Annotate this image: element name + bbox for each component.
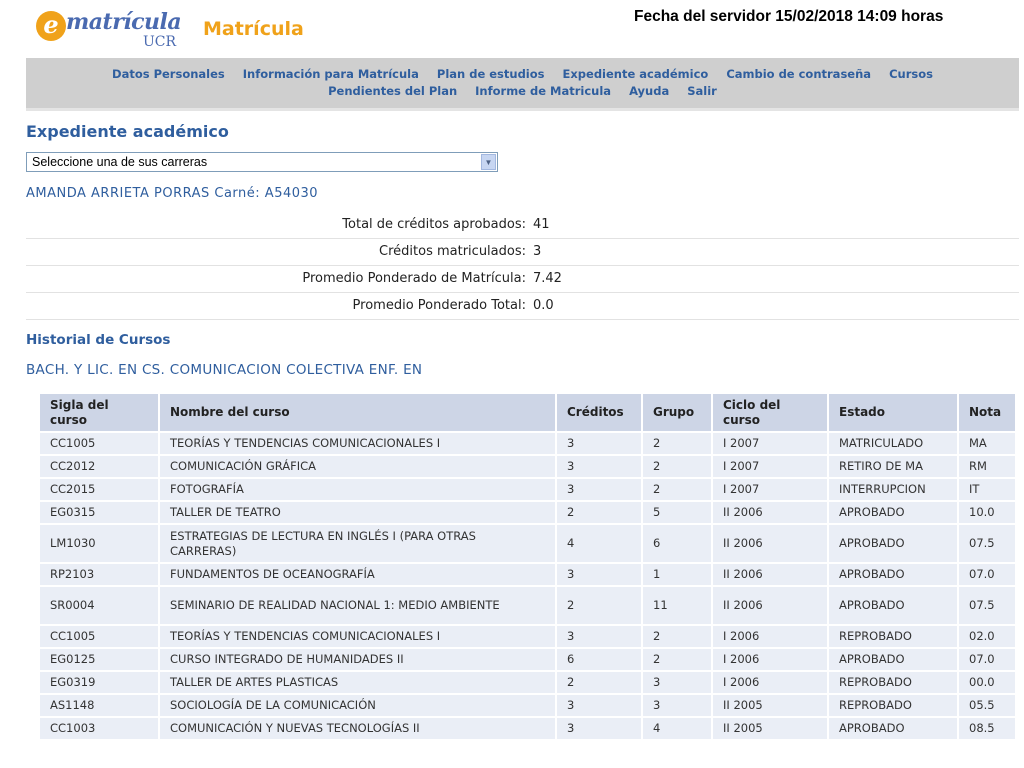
cell-ciclo: II 2006: [713, 587, 827, 624]
nav-cursos[interactable]: Cursos: [889, 67, 933, 81]
cell-grupo: 2: [643, 479, 711, 500]
cell-creditos: 2: [557, 502, 641, 523]
cell-ciclo: I 2007: [713, 433, 827, 454]
cell-grupo: 1: [643, 564, 711, 585]
cell-grupo: 2: [643, 626, 711, 647]
cell-sigla: CC1005: [40, 433, 158, 454]
nav-salir[interactable]: Salir: [687, 84, 717, 98]
summary-row: [26, 293, 1019, 320]
cell-nombre: SOCIOLOGÍA DE LA COMUNICACIÓN: [160, 695, 555, 716]
table-row: [40, 672, 1015, 693]
table-row: [40, 433, 1015, 454]
cell-creditos: 4: [557, 525, 641, 562]
col-creditos: Créditos: [557, 394, 641, 431]
nav-cambio-contrasena[interactable]: Cambio de contraseña: [726, 67, 872, 81]
cell-ciclo: II 2005: [713, 718, 827, 739]
table-row: [40, 525, 1015, 562]
cell-nota: 00.0: [959, 672, 1015, 693]
col-estado: Estado: [829, 394, 957, 431]
col-ciclo: Ciclo del curso: [713, 394, 827, 431]
nav-row-1: [26, 67, 1019, 81]
cell-nombre: FOTOGRAFÍA: [160, 479, 555, 500]
cell-estado: RETIRO DE MA: [829, 456, 957, 477]
cell-creditos: 3: [557, 695, 641, 716]
cell-sigla: AS1148: [40, 695, 158, 716]
cell-nombre: TEORÍAS Y TENDENCIAS COMUNICACIONALES I: [160, 626, 555, 647]
cell-creditos: 6: [557, 649, 641, 670]
cell-nombre: TALLER DE TEATRO: [160, 502, 555, 523]
career-select-value: Seleccione una de sus carreras: [32, 155, 208, 169]
logo-brand: Matrícula: [203, 18, 304, 40]
cell-nota: 07.0: [959, 564, 1015, 585]
cell-estado: APROBADO: [829, 564, 957, 585]
table-row: [40, 695, 1015, 716]
nav-plan-estudios[interactable]: Plan de estudios: [436, 67, 545, 81]
cell-estado: MATRICULADO: [829, 433, 957, 454]
col-sigla: Sigla del curso: [40, 394, 158, 431]
nav-informacion-matricula[interactable]: Información para Matrícula: [242, 67, 419, 81]
nav-informe-matricula[interactable]: Informe de Matricula: [475, 84, 612, 98]
cell-ciclo: II 2006: [713, 525, 827, 562]
student-name-carne: AMANDA ARRIETA PORRAS Carné: A54030: [26, 186, 319, 201]
summary-row: [26, 212, 1019, 239]
cell-nota: 07.5: [959, 587, 1015, 624]
cell-sigla: SR0004: [40, 587, 158, 624]
cell-nota: 08.5: [959, 718, 1015, 739]
summary-label: Total de créditos aprobados:: [342, 217, 526, 232]
cell-estado: REPROBADO: [829, 626, 957, 647]
logo-ucr: UCR: [143, 34, 177, 50]
cell-creditos: 3: [557, 433, 641, 454]
page-title: Expediente académico: [26, 122, 229, 141]
cell-ciclo: I 2006: [713, 672, 827, 693]
cell-sigla: RP2103: [40, 564, 158, 585]
cell-ciclo: I 2007: [713, 456, 827, 477]
table-row: [40, 649, 1015, 670]
chevron-down-icon[interactable]: ▼: [481, 154, 496, 170]
cell-nota: 07.0: [959, 649, 1015, 670]
cell-grupo: 6: [643, 525, 711, 562]
col-nombre: Nombre del curso: [160, 394, 555, 431]
summary-label: Promedio Ponderado de Matrícula:: [302, 271, 526, 286]
table-row: [40, 564, 1015, 585]
nav-pendientes-plan[interactable]: Pendientes del Plan: [328, 84, 458, 98]
cell-creditos: 3: [557, 564, 641, 585]
cell-sigla: EG0125: [40, 649, 158, 670]
cell-nombre: TEORÍAS Y TENDENCIAS COMUNICACIONALES I: [160, 433, 555, 454]
cell-sigla: EG0315: [40, 502, 158, 523]
summary-value: 41: [533, 217, 550, 232]
cell-nombre: ESTRATEGIAS DE LECTURA EN INGLÉS I (PARA OTRAS CARRERAS): [160, 525, 555, 562]
cell-sigla: CC2012: [40, 456, 158, 477]
cell-creditos: 2: [557, 587, 641, 624]
cell-grupo: 2: [643, 649, 711, 670]
cell-nota: IT: [959, 479, 1015, 500]
cell-creditos: 3: [557, 718, 641, 739]
logo-script: matrícula: [66, 9, 182, 35]
cell-ciclo: I 2007: [713, 479, 827, 500]
summary-value: 3: [533, 244, 542, 259]
summary-label: Créditos matriculados:: [379, 244, 526, 259]
server-date: Fecha del servidor 15/02/2018 14:09 horas: [634, 8, 944, 25]
cell-estado: REPROBADO: [829, 672, 957, 693]
cell-ciclo: I 2006: [713, 649, 827, 670]
cell-nota: 02.0: [959, 626, 1015, 647]
courses-table: [38, 392, 1017, 741]
cell-sigla: CC1003: [40, 718, 158, 739]
cell-grupo: 2: [643, 433, 711, 454]
cell-nota: MA: [959, 433, 1015, 454]
summary-panel: [26, 212, 1019, 320]
cell-nombre: COMUNICACIÓN GRÁFICA: [160, 456, 555, 477]
logo-e-icon: e: [36, 11, 66, 41]
table-row: [40, 587, 1015, 624]
summary-row: [26, 239, 1019, 266]
nav-datos-personales[interactable]: Datos Personales: [112, 67, 225, 81]
nav-row-2: [26, 84, 1019, 98]
cell-nota: 05.5: [959, 695, 1015, 716]
nav-expediente-academico[interactable]: Expediente académico: [562, 67, 709, 81]
summary-value: 7.42: [533, 271, 562, 286]
cell-estado: APROBADO: [829, 502, 957, 523]
cell-grupo: 2: [643, 456, 711, 477]
cell-nombre: COMUNICACIÓN Y NUEVAS TECNOLOGÍAS II: [160, 718, 555, 739]
cell-grupo: 3: [643, 672, 711, 693]
cell-estado: APROBADO: [829, 525, 957, 562]
cell-nota: RM: [959, 456, 1015, 477]
cell-grupo: 3: [643, 695, 711, 716]
cell-estado: INTERRUPCION: [829, 479, 957, 500]
history-title: Historial de Cursos: [26, 332, 171, 348]
cell-creditos: 3: [557, 456, 641, 477]
cell-sigla: CC2015: [40, 479, 158, 500]
cell-nombre: CURSO INTEGRADO DE HUMANIDADES II: [160, 649, 555, 670]
cell-nombre: TALLER DE ARTES PLASTICAS: [160, 672, 555, 693]
cell-ciclo: I 2006: [713, 626, 827, 647]
cell-nota: 07.5: [959, 525, 1015, 562]
cell-estado: REPROBADO: [829, 695, 957, 716]
main-nav: [26, 58, 1019, 111]
cell-creditos: 2: [557, 672, 641, 693]
cell-grupo: 4: [643, 718, 711, 739]
cell-ciclo: II 2006: [713, 564, 827, 585]
table-row: [40, 479, 1015, 500]
cell-sigla: LM1030: [40, 525, 158, 562]
summary-label: Promedio Ponderado Total:: [352, 298, 526, 313]
table-row: [40, 718, 1015, 739]
table-row: [40, 456, 1015, 477]
summary-row: [26, 266, 1019, 293]
cell-grupo: 11: [643, 587, 711, 624]
table-row: [40, 502, 1015, 523]
table-header-row: [40, 394, 1015, 431]
col-nota: Nota: [959, 394, 1015, 431]
cell-nombre: SEMINARIO DE REALIDAD NACIONAL 1: MEDIO AMBIENTE: [160, 587, 555, 624]
summary-value: 0.0: [533, 298, 554, 313]
cell-nombre: FUNDAMENTOS DE OCEANOGRAFÍA: [160, 564, 555, 585]
cell-ciclo: II 2006: [713, 502, 827, 523]
col-grupo: Grupo: [643, 394, 711, 431]
cell-nota: 10.0: [959, 502, 1015, 523]
courses-table-wrapper: [38, 392, 1017, 741]
cell-sigla: CC1005: [40, 626, 158, 647]
cell-estado: APROBADO: [829, 587, 957, 624]
cell-estado: APROBADO: [829, 718, 957, 739]
cell-estado: APROBADO: [829, 649, 957, 670]
cell-sigla: EG0319: [40, 672, 158, 693]
nav-ayuda[interactable]: Ayuda: [629, 84, 670, 98]
career-name: BACH. Y LIC. EN CS. COMUNICACION COLECTIVA ENF. EN: [26, 362, 423, 378]
cell-creditos: 3: [557, 479, 641, 500]
cell-ciclo: II 2005: [713, 695, 827, 716]
career-select[interactable]: [26, 152, 498, 172]
cell-creditos: 3: [557, 626, 641, 647]
table-row: [40, 626, 1015, 647]
cell-grupo: 5: [643, 502, 711, 523]
ematricula-logo[interactable]: [36, 8, 336, 53]
